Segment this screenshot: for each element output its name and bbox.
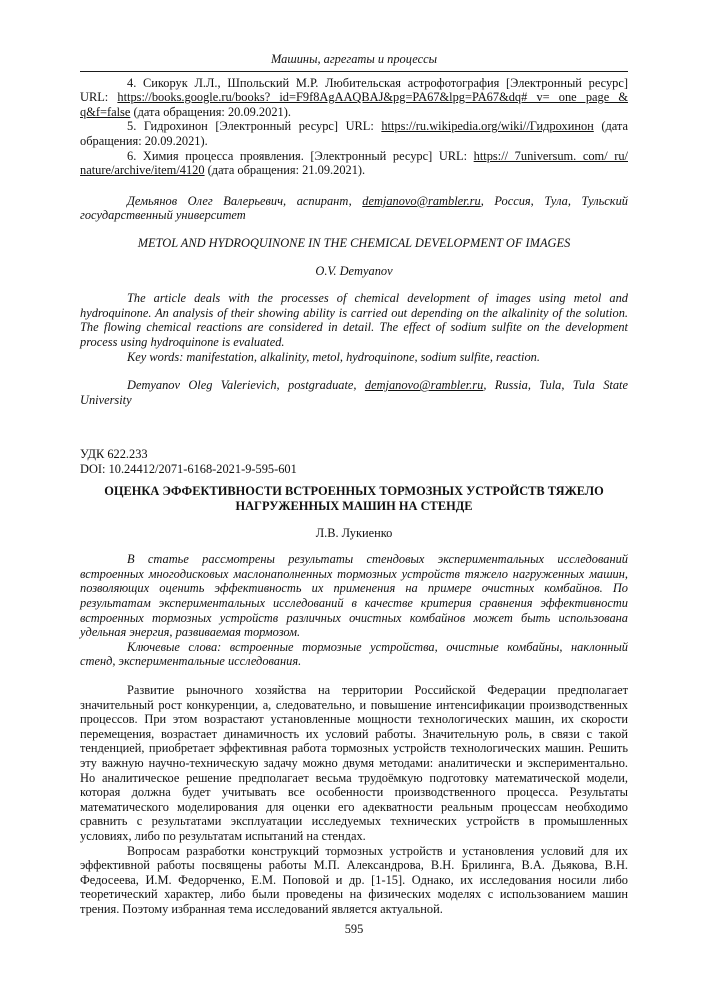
reference-text: 5. Гидрохинон [Электронный ресурс] URL:: [127, 119, 382, 134]
reference-text: (дата обращения: 20.09.2021).: [80, 119, 628, 148]
article-title-russian: ОЦЕНКА ЭФФЕКТИВНОСТИ ВСТРОЕННЫХ ТОРМОЗНЫХ УСТРОЙСТВ ТЯЖЕЛО НАГРУЖЕННЫХ МАШИН НА СТЕНДЕ: [104, 484, 604, 514]
reference-item-5: [80, 119, 628, 148]
reference-url-link[interactable]: https:// 7universum. com/ ru/ nature/archive/item/4120: [80, 148, 628, 178]
author-text: Demyanov Oleg Valerievich, postgraduate,: [127, 378, 365, 393]
header-rule: [80, 71, 628, 72]
article-title-english: METOL AND HYDROQUINONE IN THE CHEMICAL DEVELOPMENT OF IMAGES: [137, 235, 571, 250]
reference-text: 4. Сикорук Л.Л., Шпольский М.Р. Любительская астрофотография [Электронный ресурс] URL:: [80, 75, 628, 105]
author-email-link[interactable]: demjanovo@rambler.ru: [364, 378, 484, 393]
article-author-russian: Л.В. Лукиенко: [315, 525, 393, 540]
keywords-russian: Ключевые слова: встроенные тормозные устройства, очистные комбайны, наклонный стенд, экспериментальные исследования.: [80, 639, 628, 669]
reference-url-link[interactable]: https://books.google.ru/books? id=F9f8AgAAQBAJ&pg=PA67&lpg=PA67&dq# v= one page & q&f=false: [80, 90, 629, 119]
doi-code: DOI: 10.24412/2071-6168-2021-9-595-601: [80, 461, 297, 476]
abstract-russian: В статье рассмотрены результаты стендовых экспериментальных исследований встроенных многодисковых маслонаполненных тормозных устройств тяжело нагруженных машин, позволяющих оценить эффективность их применения на примере очистных комбайнов. По результатам экспериментальных исследований в качестве критерия сравнения эффективности встроенных тормозных устройств различных очистных комбайнов может быть использована удельная энергия, развиваемая тормозом.: [80, 552, 628, 640]
reference-url-link[interactable]: https://ru.wikipedia.org/wiki//Гидрохинон: [381, 119, 594, 134]
author-text: , Russia, Tula, Tula State University: [80, 378, 628, 407]
author-info-russian: [80, 194, 628, 223]
udk-code: УДК 622.233: [80, 447, 148, 462]
keywords-english: Key words: manifestation, alkalinity, metol, hydroquinone, sodium sulfite, reaction.: [127, 349, 540, 364]
abstract-english: The article deals with the processes of chemical development of images using metol and hydroquinone. An analysis of their showing ability is carried out depending on the alkalinity of the solution. The flowing chemical reactions are considered in detail. The effect of sodium sulfite on the development process using hydroquinone is evaluated.: [80, 291, 628, 349]
body-paragraph: Развитие рыночного хозяйства на территории Российской Федерации предполагает значительный рост конкуренции, а, следовательно, и повышение интенсификации производственных процессов. При этом возрастают установленные мощности технологических машин, их скорости перемещения, возрастает динамичность их условий работы. Значительную роль, в связи с такой тенденцией, приобретает эффективная работа тормозных устройств технологических машин. Решить эту важную научно-техническую задачу можно двумя методами: аналитически и экспериментально. Но аналитическое решение предполагает весьма трудоёмкую подготовку математической модели, которая должна будет учитывать все особенности производственного процесса. Результаты математического моделирования для оценки его адекватности реальным процессам необходимо сравнить с результатами эксплуатации исследуемых технических устройств в промышленных условиях, либо по результатам испытаний на стендах.: [80, 683, 628, 843]
author-text: , Россия, Тула, Тульский государственный университет: [80, 193, 628, 223]
article-author-english: O.V. Demyanov: [315, 263, 393, 278]
page-number: 595: [344, 921, 364, 936]
reference-text: (дата обращения: 20.09.2021).: [130, 104, 291, 119]
journal-running-header: Машины, агрегаты и процессы: [271, 52, 437, 66]
reference-item-6: [80, 149, 628, 178]
author-info-english: [80, 378, 628, 407]
reference-item-4: [80, 76, 628, 120]
author-text: Демьянов Олег Валерьевич, аспирант,: [127, 193, 363, 208]
body-paragraph: Вопросам разработки конструкций тормозных устройств и установления условий для их эффективной работы посвящены работы М.П. Александрова, В.Н. Брилинга, В.А. Дьякова, В.Н. Федосеева, И.М. Федорченко, Е.М. Поповой и др. [1-15]. Однако, их исследования носили либо теоретический характер, либо были проведены на физических моделях с использованием машин трения. Поэтому избранная тема исследований является актуальной.: [80, 843, 628, 916]
author-email-link[interactable]: demjanovo@rambler.ru: [362, 193, 481, 208]
reference-text: (дата обращения: 21.09.2021).: [204, 163, 366, 178]
reference-text: 6. Химия процесса проявления. [Электронный ресурс] URL:: [127, 148, 474, 163]
